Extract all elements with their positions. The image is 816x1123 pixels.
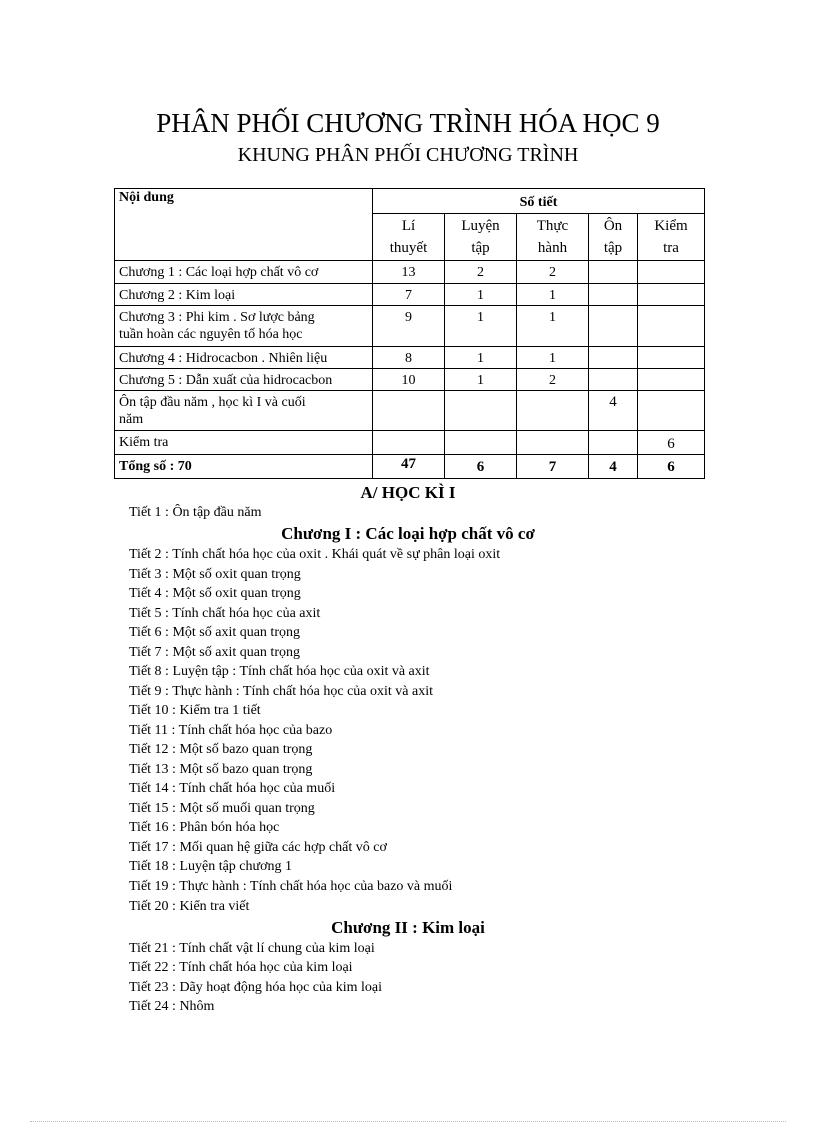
cell-theory [373, 391, 445, 431]
semester-heading: A/ HỌC KÌ I [360, 483, 456, 502]
cell-practice [445, 391, 517, 431]
table-row [115, 431, 705, 455]
col-header-theory: Lí thuyết [373, 214, 445, 261]
col-header-practice: Luyện tập [445, 214, 517, 261]
row-label: Kiểm tra [115, 431, 373, 455]
row-label: Chương 4 : Hidrocacbon . Nhiên liệu [115, 347, 373, 369]
chapter-2-heading: Chương II : Kim loại [331, 918, 485, 937]
cell-review [589, 306, 638, 347]
page-subtitle: KHUNG PHÂN PHỐI CHƯƠNG TRÌNH [237, 144, 579, 166]
cell-practice: 1 [445, 306, 517, 347]
cell-lab: 2 [517, 369, 589, 391]
cell-lab [517, 431, 589, 455]
cell-review [589, 431, 638, 455]
cell-lab [517, 391, 589, 431]
table-row [115, 284, 705, 306]
cell-lab: 1 [517, 306, 589, 347]
table-row [115, 306, 705, 347]
row-label: Ôn tập đầu năm , học kì I và cuối năm [115, 391, 373, 431]
cell-test [638, 347, 705, 369]
lesson-line: Tiết 23 : Dãy hoạt động hóa học của kim loại [129, 980, 382, 995]
lesson-line: Tiết 13 : Một số bazo quan trọng [129, 762, 313, 777]
cell-review [589, 261, 638, 284]
lesson-line: Tiết 20 : Kiển tra viết [129, 899, 250, 914]
cell-lab: 1 [517, 284, 589, 306]
lesson-line: Tiết 10 : Kiểm tra 1 tiết [129, 703, 261, 718]
cell-lab: 1 [517, 347, 589, 369]
lesson-line: Tiết 12 : Một số bazo quan trọng [129, 742, 313, 757]
lesson-line: Tiết 15 : Một số muối quan trọng [129, 801, 315, 816]
header-content: Nội dung [115, 189, 373, 261]
cell-theory: 8 [373, 347, 445, 369]
table-row [115, 261, 705, 284]
cell-test [638, 369, 705, 391]
header-periods: Số tiết [373, 189, 705, 214]
total-theory: 47 [373, 455, 445, 479]
lesson-line: Tiết 5 : Tính chất hóa học của axit [129, 606, 321, 621]
lesson-line: Tiết 18 : Luyện tập chương 1 [129, 859, 293, 874]
col-header-test: Kiểm tra [638, 214, 705, 261]
total-review: 4 [589, 455, 638, 479]
cell-lab: 2 [517, 261, 589, 284]
cell-theory: 7 [373, 284, 445, 306]
col-header-review: Ôn tập [589, 214, 638, 261]
lesson-line: Tiết 22 : Tính chất hóa học của kim loại [129, 960, 353, 975]
lesson-line: Tiết 8 : Luyện tập : Tính chất hóa học của oxit và axit [129, 664, 430, 679]
lesson-line: Tiết 2 : Tính chất hóa học của oxit . Khái quát về sự phân loại oxit [129, 547, 501, 562]
total-practice: 6 [445, 455, 517, 479]
cell-practice [445, 431, 517, 455]
cell-review [589, 369, 638, 391]
cell-test [638, 284, 705, 306]
table-row [115, 391, 705, 431]
cell-theory: 10 [373, 369, 445, 391]
total-row [115, 455, 705, 479]
row-label: Chương 5 : Dẫn xuất của hidrocacbon [115, 369, 373, 391]
cell-theory: 9 [373, 306, 445, 347]
page-bottom-rule [30, 1121, 786, 1122]
cell-review [589, 347, 638, 369]
cell-theory [373, 431, 445, 455]
chapter-1-heading: Chương I : Các loại hợp chất vô cơ [281, 524, 535, 543]
lesson-line: Tiết 9 : Thực hành : Tính chất hóa học của oxit và axit [129, 684, 433, 699]
cell-practice: 1 [445, 284, 517, 306]
cell-practice: 1 [445, 369, 517, 391]
lesson-line: Tiết 24 : Nhôm [129, 999, 215, 1014]
cell-test [638, 261, 705, 284]
cell-review [589, 284, 638, 306]
total-lab: 7 [517, 455, 589, 479]
row-label: Chương 1 : Các loại hợp chất vô cơ [115, 261, 373, 284]
lesson-line: Tiết 21 : Tính chất vật lí chung của kim loại [129, 941, 375, 956]
col-header-lab: Thực hành [517, 214, 589, 261]
row-label: Chương 2 : Kim loại [115, 284, 373, 306]
page-title: PHÂN PHỐI CHƯƠNG TRÌNH HÓA HỌC 9 [156, 108, 660, 138]
lesson-line: Tiết 7 : Một số axit quan trọng [129, 645, 300, 660]
distribution-table [114, 188, 705, 479]
lesson-line: Tiết 6 : Một số axit quan trọng [129, 625, 300, 640]
cell-practice: 1 [445, 347, 517, 369]
table-row [115, 369, 705, 391]
lesson-line: Tiết 17 : Mối quan hệ giữa các hợp chất vô cơ [129, 840, 387, 855]
total-label: Tổng số : 70 [115, 455, 373, 479]
row-label: Chương 3 : Phi kim . Sơ lược bảng tuần hoàn các nguyên tố hóa học [115, 306, 373, 347]
lesson-line: Tiết 16 : Phân bón hóa học [129, 820, 280, 835]
cell-practice: 2 [445, 261, 517, 284]
total-test: 6 [638, 455, 705, 479]
cell-test [638, 306, 705, 347]
cell-test: 6 [638, 431, 705, 455]
cell-test [638, 391, 705, 431]
lesson-line: Tiết 3 : Một số oxit quan trọng [129, 567, 301, 582]
lesson-line: Tiết 1 : Ôn tập đầu năm [129, 505, 262, 520]
lesson-line: Tiết 4 : Một số oxit quan trọng [129, 586, 301, 601]
cell-review: 4 [589, 391, 638, 431]
lesson-line: Tiết 14 : Tính chất hóa học của muối [129, 781, 336, 796]
table-row [115, 347, 705, 369]
cell-theory: 13 [373, 261, 445, 284]
lesson-line: Tiết 19 : Thực hành : Tính chất hóa học của bazo và muối [129, 879, 453, 894]
lesson-line: Tiết 11 : Tính chất hóa học của bazo [129, 723, 333, 738]
